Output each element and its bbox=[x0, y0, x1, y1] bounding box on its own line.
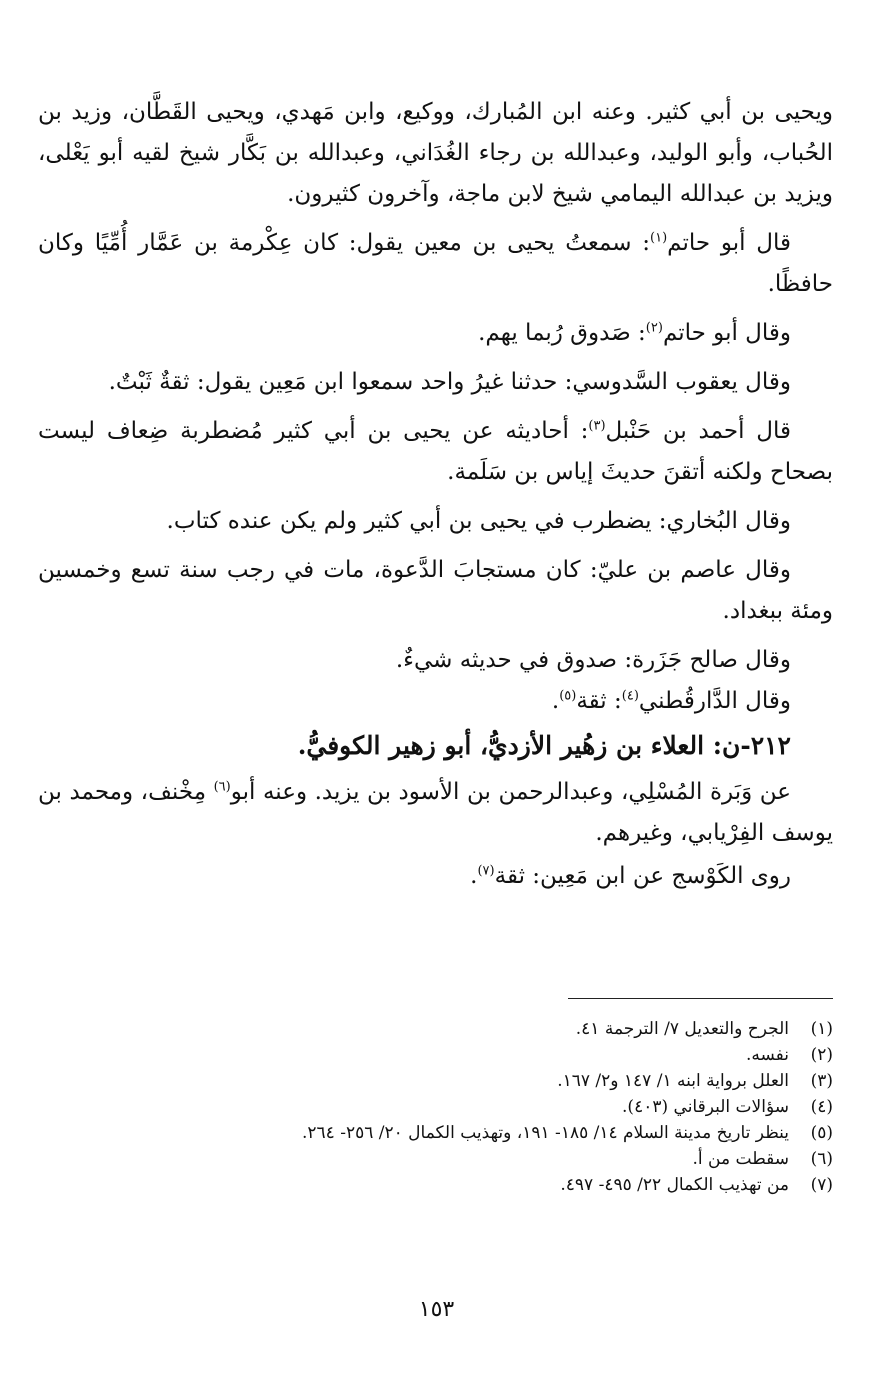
paragraph-kawsaj bbox=[38, 856, 833, 897]
paragraph-text: . bbox=[551, 688, 560, 714]
footnote-item bbox=[38, 1172, 833, 1198]
footnote-item bbox=[38, 1042, 833, 1068]
footnote-item bbox=[38, 1094, 833, 1120]
paragraph-text: مِخْنف، ومحمد بن يوسف الفِرْيابي، وغيرهم. bbox=[38, 779, 833, 846]
footnote-ref: (٧) bbox=[477, 863, 495, 879]
footnote-number: (٥) bbox=[810, 1123, 833, 1143]
page-number: ١٥٣ bbox=[418, 1297, 455, 1322]
paragraph-bukhari bbox=[38, 501, 833, 542]
paragraph-text: وقال البُخاري: يضطرب في يحيى بن أبي كثير ولم يكن عنده كتاب. bbox=[166, 508, 791, 534]
footnote-item bbox=[38, 1068, 833, 1094]
entry-heading: ٢١٢-ن: العلاء بن زهُير الأزديُّ، أبو زهير الكوفيُّ. bbox=[297, 731, 791, 760]
footnote-number: (٣) bbox=[810, 1071, 833, 1091]
footnote-number: (٢) bbox=[810, 1045, 833, 1065]
footnote-item bbox=[38, 1016, 833, 1042]
paragraph-text: ويحيى بن أبي كثير. وعنه ابن المُبارك، ووكيع، وابن مَهدي، ويحيى القَطَّان، وزيد بن الحُباب، وأبو الوليد، وعبدالله بن رجاء الغُدَاني، وعبدالله بن بَكَّار شيخ لقيه أبو يَعْلى، ويزيد بن عبدالله اليمامي شيخ لابن ماجة، وآخرون كثيرون. bbox=[38, 99, 833, 207]
footnote-ref: (٢) bbox=[645, 320, 663, 336]
footnote-ref: (١) bbox=[650, 230, 668, 246]
paragraph-text: عن وَبَرة المُسْلِي، وعبدالرحمن بن الأسود بن يزيد. وعنه أبو bbox=[230, 779, 791, 805]
footnote-number: (٦) bbox=[810, 1149, 833, 1169]
footnote-text: من تهذيب الكمال ٢٢/ ٤٩٥- ٤٩٧. bbox=[560, 1175, 789, 1195]
footnote-ref: (٦) bbox=[213, 779, 231, 795]
footnotes bbox=[38, 1016, 833, 1198]
paragraph-text: قال أحمد بن حَنْبل bbox=[605, 418, 791, 444]
footnote-number: (٧) bbox=[810, 1175, 833, 1195]
footnote-item bbox=[38, 1146, 833, 1172]
paragraph-narrators bbox=[38, 92, 833, 215]
paragraph-text: وقال عاصم بن عليّ: كان مستجابَ الدَّعوة، مات في رجب سنة تسع وخمسين ومئة ببغداد. bbox=[38, 557, 833, 624]
footnote-ref: (٤) bbox=[621, 688, 639, 704]
paragraph-text: . bbox=[470, 863, 478, 889]
paragraph-text: : سمعتُ يحيى بن معين يقول: كان عِكْرمة بن عَمَّار أُمِّيًا وكان حافظًا. bbox=[38, 230, 833, 297]
footnote-number: (٤) bbox=[810, 1097, 833, 1117]
paragraph-text: وقال أبو حاتم bbox=[662, 320, 791, 346]
paragraph-ahmad bbox=[38, 411, 833, 493]
footnote-text: الجرح والتعديل ٧/ الترجمة ٤١. bbox=[575, 1019, 789, 1039]
paragraph-abu-hatim-2 bbox=[38, 313, 833, 354]
footnote-item bbox=[38, 1120, 833, 1146]
paragraph-asim bbox=[38, 550, 833, 632]
paragraph-ala-narrators bbox=[38, 772, 833, 854]
footnote-text: سؤالات البرقاني (٤٠٣). bbox=[622, 1097, 789, 1117]
paragraph-text: : أحاديثه عن يحيى بن أبي كثير مُضطربة ضِعاف ليست بصحاح ولكنه أتقنَ حديثَ إياس بن سَلَمة. bbox=[38, 418, 833, 485]
footnote-text: نفسه. bbox=[745, 1045, 789, 1065]
paragraph-text: وقال الدَّارقُطني bbox=[638, 688, 791, 714]
footnote-text: العلل برواية ابنه ١/ ١٤٧ و٢/ ١٦٧. bbox=[557, 1071, 789, 1091]
paragraph-text: روى الكَوْسج عن ابن مَعِين: ثقة bbox=[494, 863, 791, 889]
paragraph-yaqub bbox=[38, 362, 833, 403]
footnote-text: سقطت من أ. bbox=[692, 1149, 789, 1169]
paragraph-text: وقال يعقوب السَّدوسي: حدثنا غيرُ واحد سمعوا ابن مَعِين يقول: ثقةٌ ثَبْتٌ. bbox=[108, 369, 791, 395]
paragraph-text: : صَدوق رُبما يهم. bbox=[478, 320, 646, 346]
paragraph-text: قال أبو حاتم bbox=[667, 230, 791, 256]
footnote-text: ينظر تاريخ مدينة السلام ١٤/ ١٨٥- ١٩١، وتهذيب الكمال ٢٠/ ٢٥٦- ٢٦٤. bbox=[301, 1123, 789, 1143]
footnote-divider bbox=[568, 998, 833, 999]
paragraph-text: وقال صالح جَزَرة: صدوق في حديثه شيءٌ. bbox=[395, 647, 791, 673]
footnote-ref: (٣) bbox=[588, 418, 606, 434]
footnote-ref: (٥) bbox=[559, 688, 577, 704]
footnote-number: (١) bbox=[810, 1019, 833, 1039]
main-text bbox=[38, 92, 833, 905]
paragraph-daraqutni bbox=[38, 681, 833, 722]
paragraph-abu-hatim-1 bbox=[38, 223, 833, 305]
paragraph-salih bbox=[38, 640, 833, 681]
paragraph-text: : ثقة bbox=[576, 688, 622, 714]
